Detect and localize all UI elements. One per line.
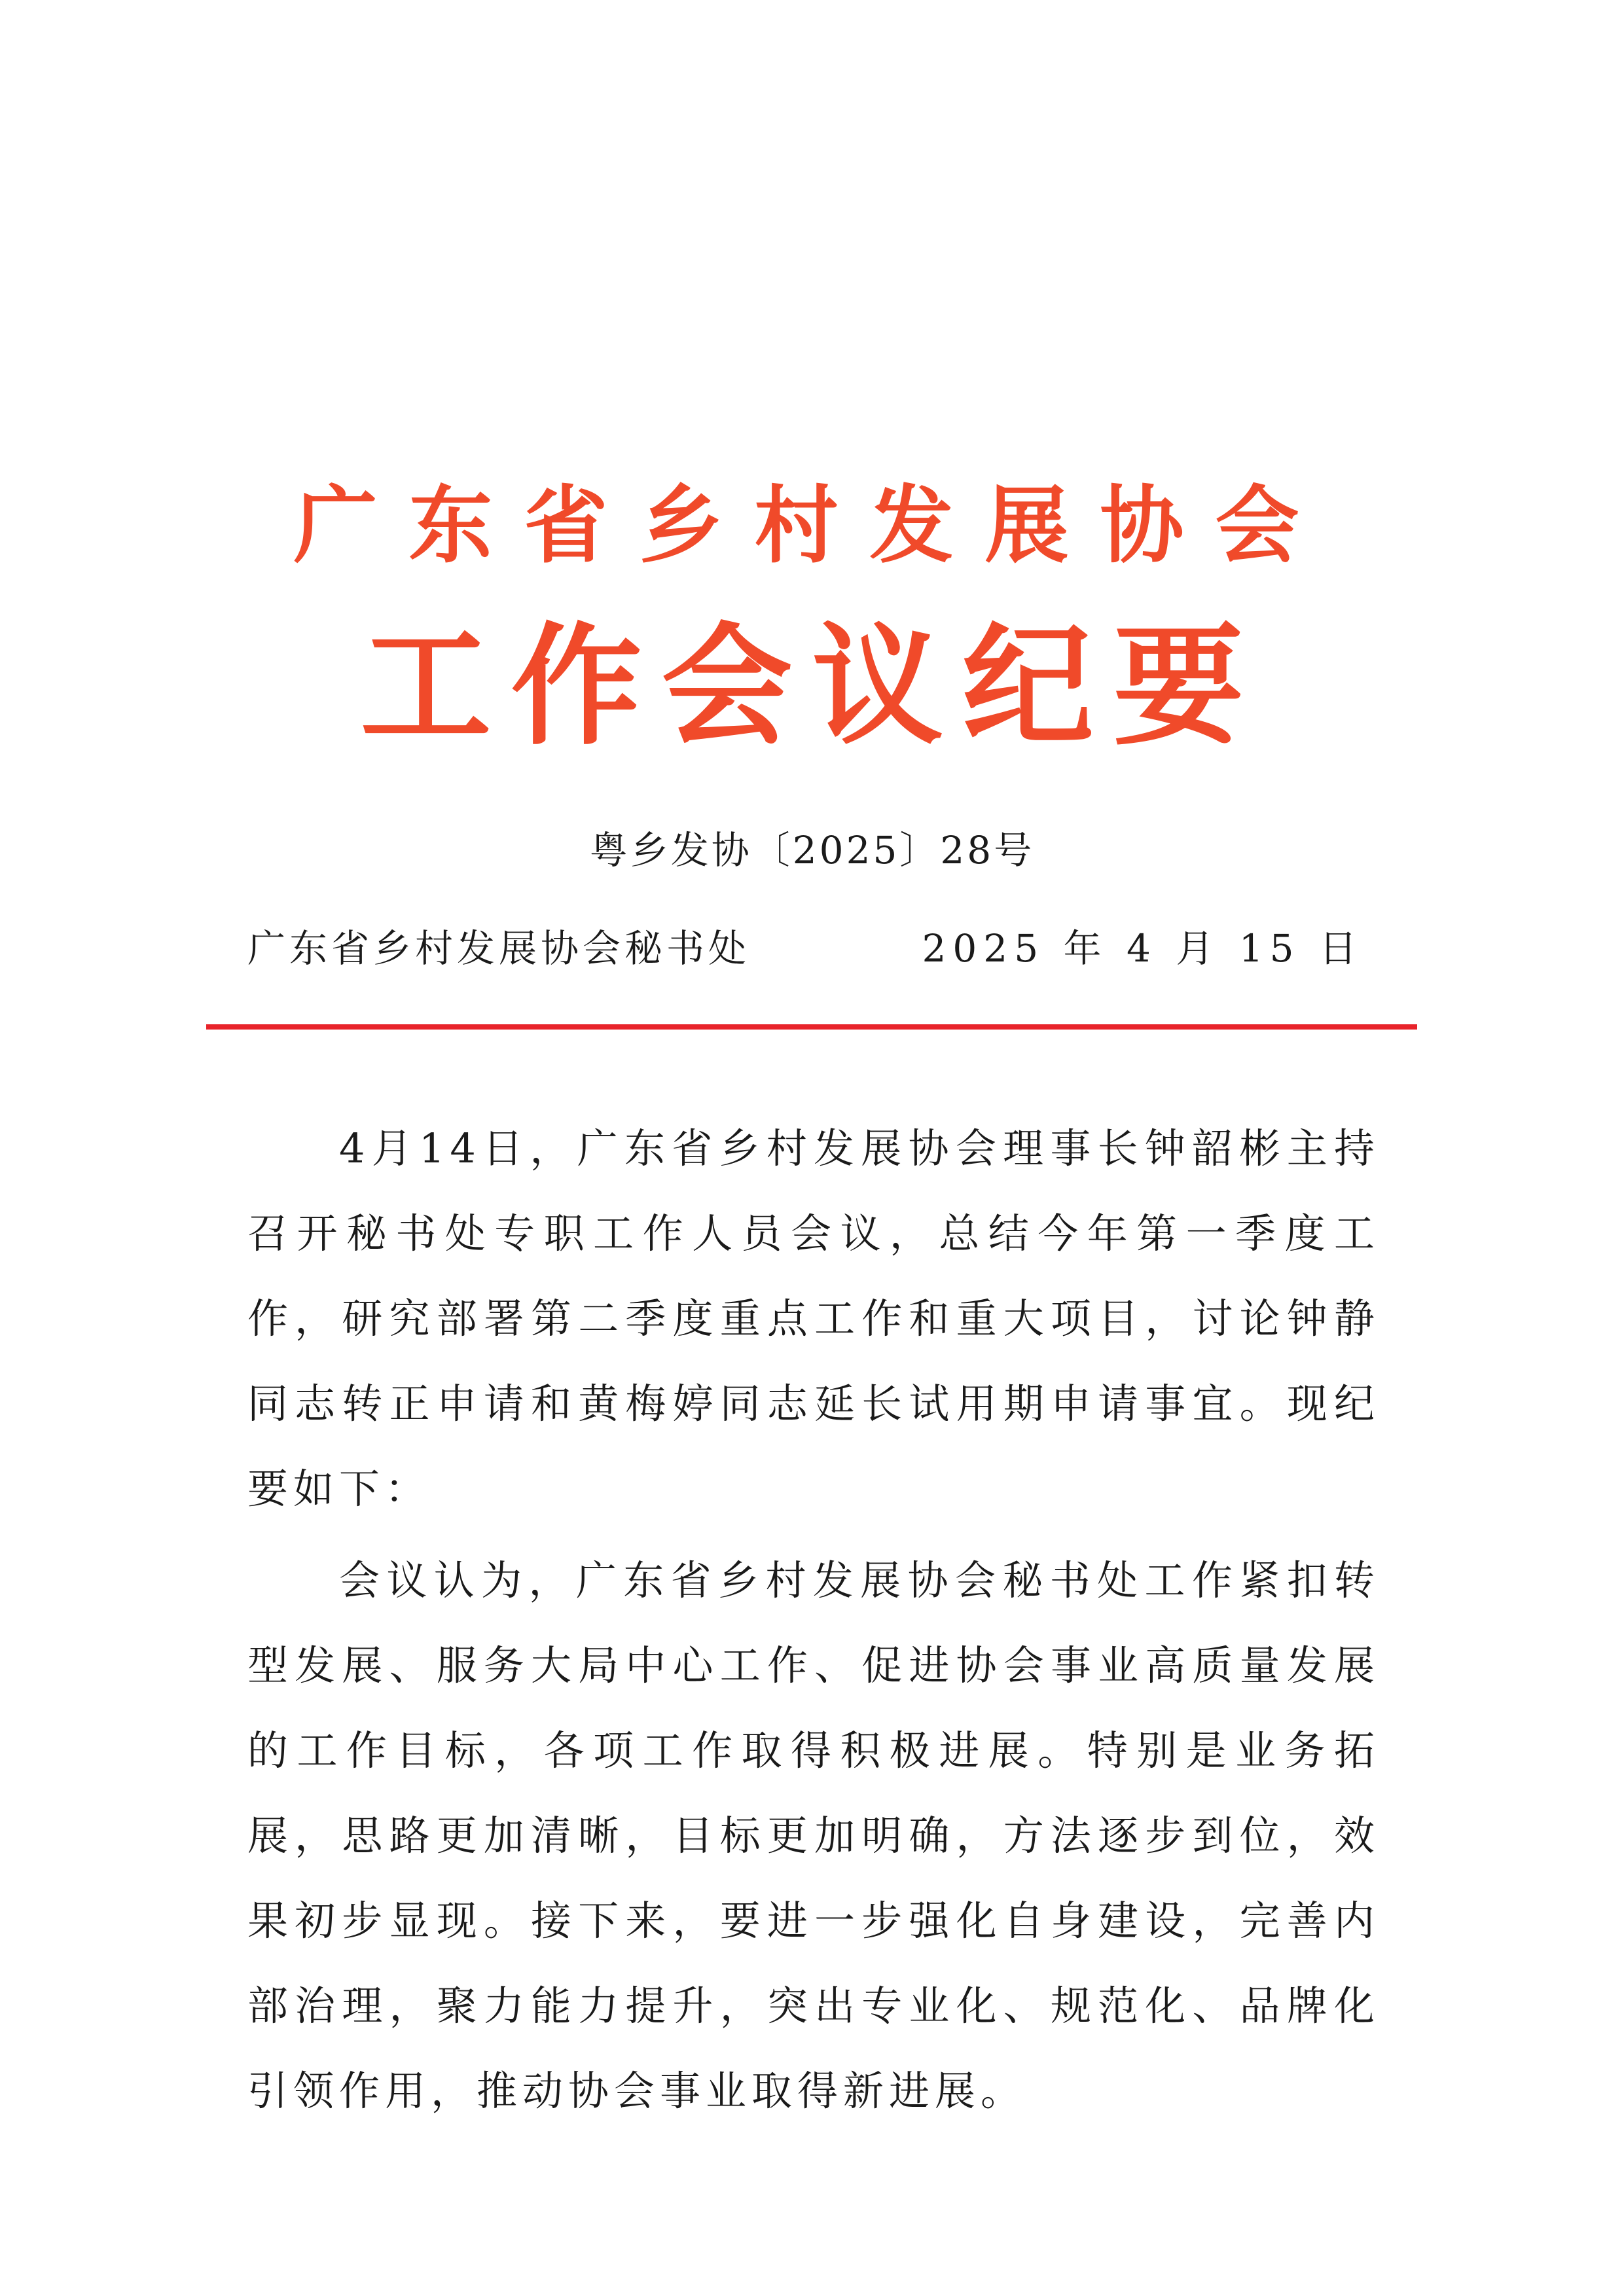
issue-date: 2025 年 4 月 15 日	[922, 926, 1363, 971]
document-number: 粤乡发协〔2025〕28号	[589, 828, 1035, 872]
organization-header: 广东省乡村发展协会	[293, 477, 1331, 575]
body-paragraph: 会议认为，广东省乡村发展协会秘书处工作紧扣转型发展、服务大局中心工作、促进协会事业高质量发展的工作目标，各项工作取得积极进展。特别是业务拓展，思路更加清晰，目标更加明确，方法逐步到位，效果初步显现。接下来，要进一步强化自身建设，完善内部治理，聚力能力提升，突出专业化、规范化、品牌化引领作用，推动协会事业取得新进展。	[247, 1556, 1380, 2115]
document-body	[247, 1106, 1380, 2140]
issuer-name: 广东省乡村发展协会秘书处	[247, 926, 751, 971]
red-divider-line	[206, 1024, 1417, 1030]
body-paragraph: 4月14日，广东省乡村发展协会理事长钟韶彬主持召开秘书处专职工作人员会议，总结今年第一季度工作，研究部署第二季度重点工作和重大项目，讨论钟静同志转正申请和黄梅婷同志延长试用期申请事宜。现纪要如下：	[247, 1124, 1380, 1513]
document-title: 工作会议纪要	[360, 611, 1264, 763]
